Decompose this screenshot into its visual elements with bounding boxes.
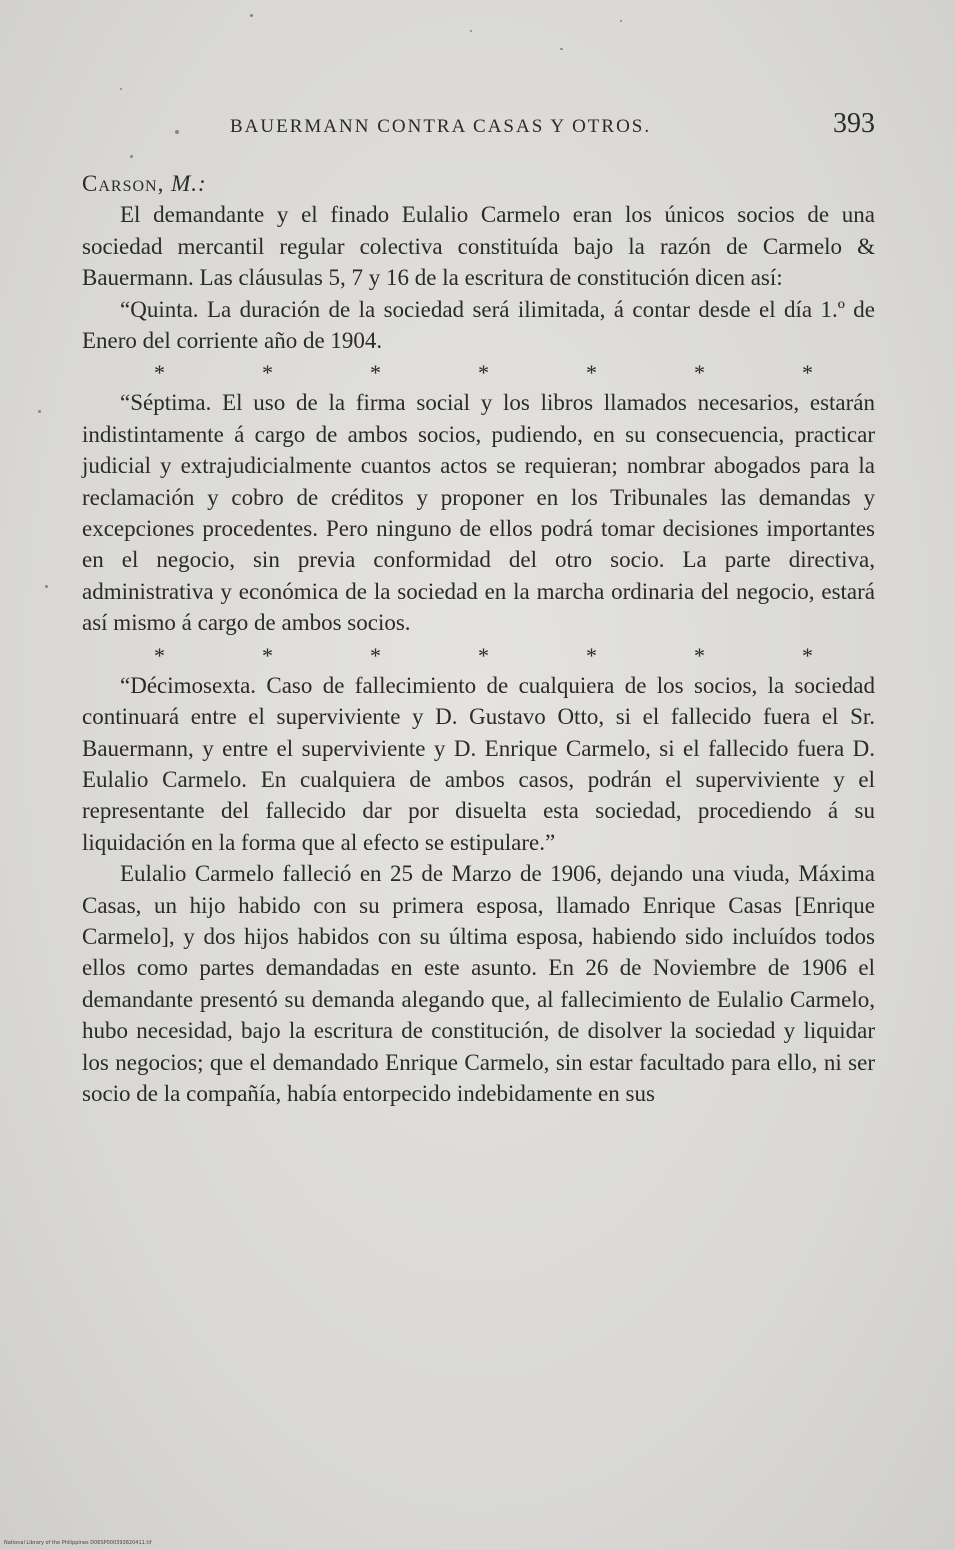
star: * [370, 642, 381, 668]
star: * [586, 642, 597, 668]
star: * [154, 642, 165, 668]
paragraph-intro: El demandante y el finado Eulalio Carmelo eran los únicos socios de una sociedad mercantil regular colectiva constituída bajo la razón de Carmelo & Bauermann. Las cláusulas 5, 7 y 16 de la escritura de constitución dicen así: [82, 202, 875, 291]
paragraph-facts: Eulalio Carmelo falleció en 25 de Marzo de 1906, dejando una viuda, Máxima Casas, un hijo habido con su primera esposa, llamado Enrique Casas [Enrique Carmelo], y dos hijos habidos con su última esposa, habiendo sido incluídos todos ellos como partes demandadas en este asunto. En 26 de Noviembre de 1906 el demandante presentó su demanda alegando que, al fallecimiento de Eulalio Carmelo, hubo necesidad, bajo la escritura de constitución, de disolver la sociedad y liquidar los negocios; que el demandado Enrique Carmelo, sin estar facultado para ello, ni ser socio de la compañía, había entorpecido indebidamente en sus [82, 861, 875, 1106]
paragraph-septima: “Séptima. El uso de la firma social y los libros llamados necesarios, estarán indistintamente á cargo de ambos socios, pudiendo, en su consecuencia, practicar judicial y extrajudicialmente cuantos actos se requieran; nombrar abogados para la reclamación y cobro de créditos y proponer en los Tribunales las demandas y excepciones procedentes. Pero ninguno de ellos podrá tomar decisiones importantes en el negocio, sin previa conformidad del otro socio. La parte directiva, administrativa y económica de la sociedad en la marcha ordinaria del negocio, estará así mismo á cargo de ambos socios. [82, 390, 875, 636]
star: * [478, 642, 489, 668]
star: * [802, 642, 813, 668]
author-name: Carson, [82, 171, 165, 196]
star: * [694, 642, 705, 668]
ellipsis-stars-1 [82, 356, 875, 387]
author-suffix: M.: [171, 171, 207, 196]
star: * [802, 360, 813, 386]
ellipsis-stars-2 [82, 639, 875, 670]
star: * [694, 360, 705, 386]
running-title: BAUERMANN CONTRA CASAS Y OTROS. [230, 116, 652, 137]
body-text [82, 168, 875, 1109]
star: * [262, 642, 273, 668]
author-line [82, 168, 875, 199]
paragraph-quinta: “Quinta. La duración de la sociedad será ilimitada, á contar desde el día 1.º de Enero del corriente año de 1904. [82, 296, 875, 354]
running-header [85, 108, 875, 148]
paragraph-decimosexta: “Décimosexta. Caso de fallecimiento de cualquiera de los socios, la sociedad continuará entre el superviviente y D. Gustavo Otto, si el fallecido fuera el Sr. Bauermann, y entre el superviviente y D. Enrique Carmelo, si el fallecido fuera D. Eulalio Carmelo. En cualquiera de ambos casos, podrán el superviviente y el representante del fallecido dar por disuelta esta sociedad, procediendo á su liquidación en la forma que al efecto se estipulare.” [82, 672, 875, 855]
star: * [586, 360, 597, 386]
scan-footer: National Library of the Philippines D06SP000393820411.tif [4, 1540, 152, 1546]
star: * [370, 360, 381, 386]
star: * [478, 360, 489, 386]
star: * [154, 360, 165, 386]
star: * [262, 360, 273, 386]
page-number: 393 [833, 108, 875, 139]
